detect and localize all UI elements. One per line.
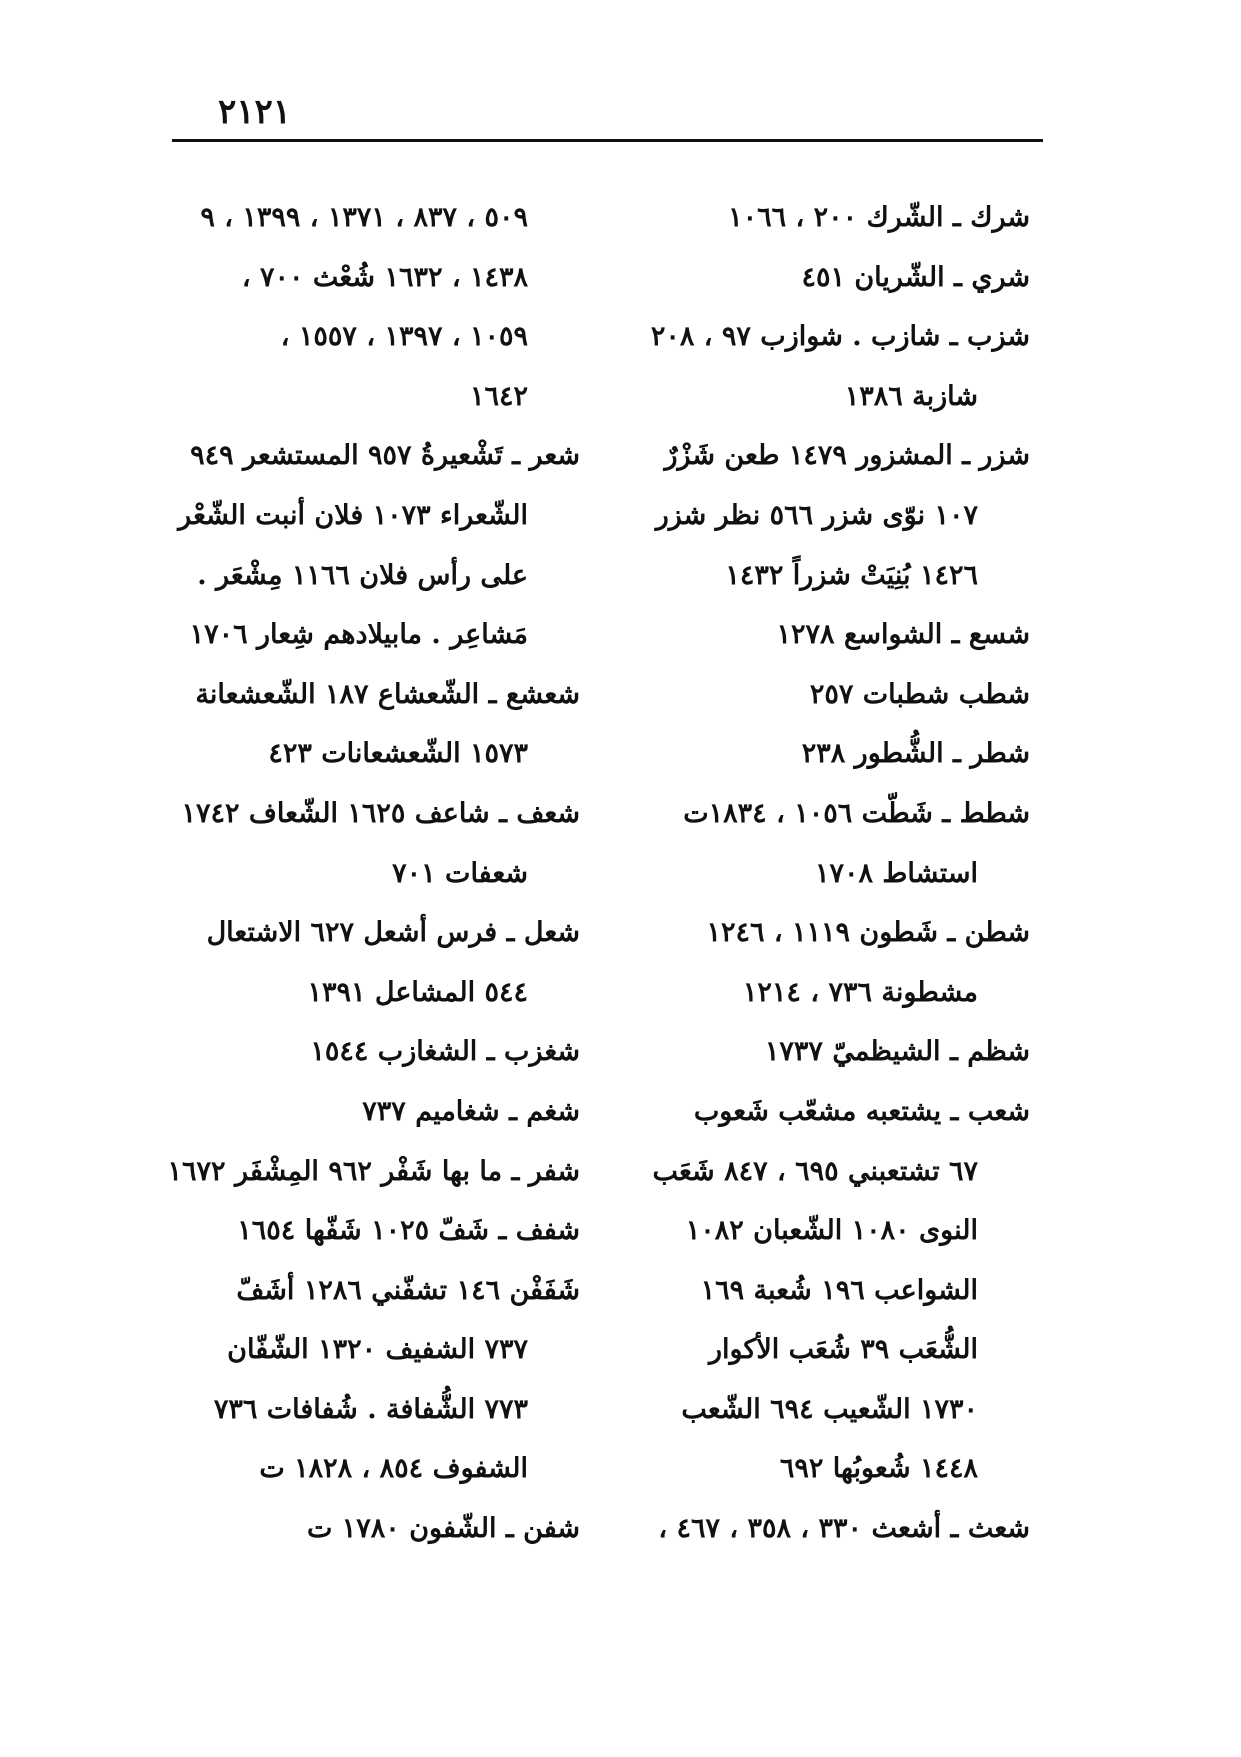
index-entry: شظم ـ الشيظميّ ١٧٣٧ bbox=[764, 1036, 1030, 1068]
index-entry: الشواعب ١٩٦ شُعبة ١٦٩ bbox=[700, 1274, 978, 1306]
index-entry: شري ـ الشّريان ٤٥١ bbox=[801, 261, 1030, 293]
index-entry: شازبة ١٣٨٦ bbox=[844, 380, 978, 412]
index-entry: شسع ـ الشواسع ١٢٧٨ bbox=[776, 619, 1030, 651]
index-entry: شزر ـ المشزور ١٤٧٩ طعن شَزْرٌ bbox=[664, 440, 1030, 472]
index-entry: ١٧٣٠ الشّعيب ٦٩٤ الشّعب bbox=[681, 1393, 978, 1425]
index-entry: الشفوف ٨٥٤ ، ١٨٢٨ ت bbox=[259, 1453, 528, 1485]
index-entry: ٦٧ تشتعبني ٦٩٥ ، ٨٤٧ شَعَب bbox=[652, 1155, 978, 1187]
index-entry: شعف ـ شاعف ١٦٢٥ الشّعاف ١٧٤٢ bbox=[181, 797, 580, 829]
index-entry: شعشع ـ الشّعشاع ١٨٧ الشّعشعانة bbox=[195, 678, 580, 710]
index-column-right bbox=[610, 188, 1030, 1559]
index-entry: شطر ـ الشُّطور ٢٣٨ bbox=[801, 738, 1030, 770]
index-entry: مَشاعِر . مابيلادهم شِعار ١٧٠٦ bbox=[189, 619, 528, 651]
index-entry: شَفَفْن ١٤٦ تشفّني ١٢٨٦ أشَفّ bbox=[236, 1274, 580, 1306]
index-entry: شرك ـ الشّرك ٢٠٠ ، ١٠٦٦ bbox=[728, 202, 1030, 233]
index-entry: ١٠٥٩ ، ١٣٩٧ ، ١٥٥٧ ، bbox=[280, 321, 528, 353]
index-entry: ١٤٣٨ ، ١٦٣٢ شُعْث ٧٠٠ ، bbox=[241, 261, 528, 293]
index-entry: استشاط ١٧٠٨ bbox=[815, 857, 978, 889]
index-entry: شعب ـ يشتعبه مشعّب شَعوب bbox=[693, 1095, 1030, 1127]
index-entry: ١٤٤٨ شُعوبُها ٦٩٢ bbox=[779, 1453, 978, 1485]
index-entry: ١٥٧٣ الشّعشعانات ٤٢٣ bbox=[268, 738, 528, 770]
index-entry: شفن ـ الشّفون ١٧٨٠ ت bbox=[306, 1513, 580, 1545]
index-entry: شفف ـ شَفّ ١٠٢٥ شَفّها ١٦٥٤ bbox=[237, 1215, 580, 1247]
page-number: ٢١٢١ bbox=[218, 92, 292, 132]
index-entry: ٧٧٣ الشُّفافة . شُفافات ٧٣٦ bbox=[213, 1393, 528, 1425]
index-entry: شعث ـ أشعث ٣٣٠ ، ٣٥٨ ، ٤٦٧ ، bbox=[658, 1513, 1030, 1545]
index-entry: ١٠٧ نوّى شزر ٥٦٦ نظر شزر bbox=[655, 499, 978, 531]
index-entry: ١٦٤٢ bbox=[469, 380, 528, 412]
index-entry: شعر ـ تَشْعيرةُ ٩٥٧ المستشعر ٩٤٩ bbox=[190, 440, 580, 472]
index-entry: شطط ـ شَطّت ١٠٥٦ ، ١٨٣٤ت bbox=[683, 797, 1030, 829]
header-rule bbox=[172, 139, 1043, 142]
index-entry: على رأس فلان ١١٦٦ مِشْعَر . bbox=[197, 559, 528, 591]
index-entry: شعفات ٧٠١ bbox=[392, 857, 528, 889]
index-entry: ٥٠٩ ، ٨٣٧ ، ١٣٧١ ، ١٣٩٩ ، ٩ bbox=[200, 202, 528, 233]
index-entry: ٥٤٤ المشاعل ١٣٩١ bbox=[307, 976, 528, 1008]
index-entry: شغم ـ شغاميم ٧٣٧ bbox=[362, 1095, 580, 1127]
index-entry: ٧٣٧ الشفيف ١٣٢٠ الشّفّان bbox=[227, 1334, 528, 1366]
index-entry: شغزب ـ الشغازب ١٥٤٤ bbox=[310, 1036, 580, 1068]
index-entry: شطن ـ شَطون ١١١٩ ، ١٢٤٦ bbox=[706, 917, 1030, 949]
index-entry: مشطونة ٧٣٦ ، ١٢١٤ bbox=[742, 976, 978, 1008]
index-entry: الشُّعَب ٣٩ شُعَب الأكوار bbox=[709, 1334, 978, 1366]
index-entry: النوى ١٠٨٠ الشّعبان ١٠٨٢ bbox=[685, 1215, 978, 1247]
index-entry: شعل ـ فرس أشعل ٦٢٧ الاشتعال bbox=[206, 917, 580, 949]
index-entry: شفر ـ ما بها شَفْر ٩٦٢ المِشْفَر ١٦٧٢ bbox=[167, 1155, 580, 1187]
index-column-left bbox=[160, 188, 580, 1559]
index-entry: شطب شطبات ٢٥٧ bbox=[809, 678, 1030, 710]
index-entry: الشّعراء ١٠٧٣ فلان أنبت الشّعْر bbox=[178, 499, 528, 531]
index-entry: ١٤٢٦ بُنِيَتْ شزراً ١٤٣٢ bbox=[725, 559, 978, 591]
index-entry: شزب ـ شازب . شوازب ٩٧ ، ٢٠٨ bbox=[650, 321, 1030, 353]
